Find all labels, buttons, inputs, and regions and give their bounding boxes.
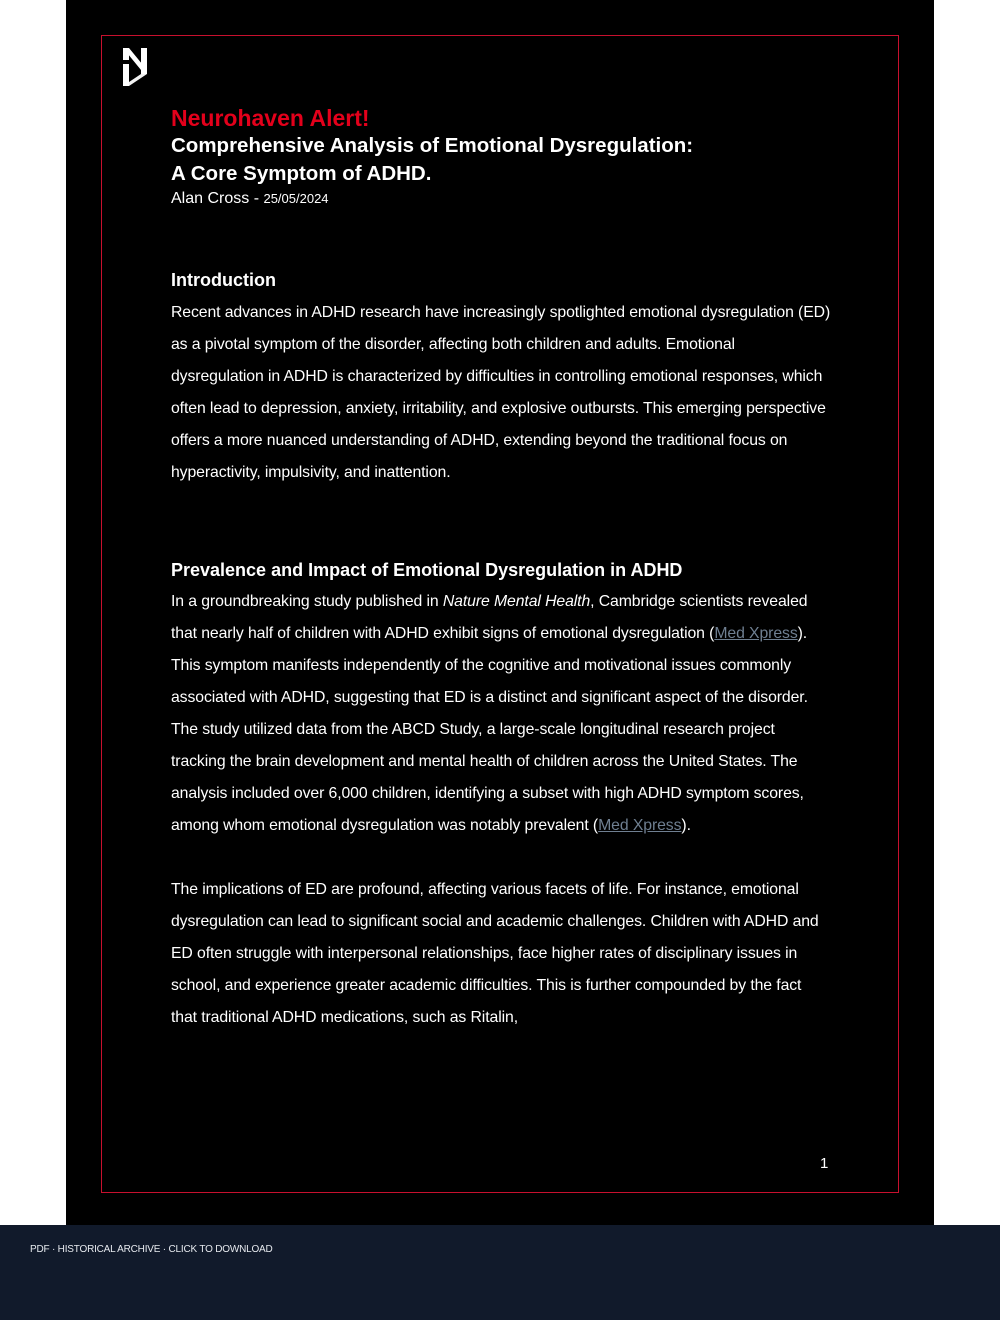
author: Alan Cross -: [171, 190, 264, 207]
footer-bar: [0, 1225, 1000, 1320]
byline: [171, 188, 831, 210]
journal-name: Nature Mental Health: [442, 593, 591, 610]
prevalence-heading: Prevalence and Impact of Emotional Dysregulation in ADHD: [171, 560, 683, 580]
article-title-line-1: Comprehensive Analysis of Emotional Dysregulation:: [171, 134, 694, 157]
prevalence-paragraph-1: [171, 586, 831, 842]
article-title-line-2: A Core Symptom of ADHD.: [171, 162, 432, 185]
med-xpress-link[interactable]: Med Xpress: [598, 817, 682, 834]
neurohaven-logo-icon: [120, 44, 150, 90]
publish-date: 25/05/2024: [263, 191, 329, 206]
prevalence-paragraph-2: The implications of ED are profound, affecting various facets of life. For instance, emotional dysregulation can lead to significant social and academic challenges. Children with ADHD and ED often struggle with interpersonal relationships, face higher rates of disciplinary issues in school, and experience greater academic difficulties. This is further compounded by the fact that traditional ADHD medications, such as Ritalin,: [171, 881, 819, 1026]
med-xpress-link[interactable]: Med Xpress: [714, 625, 798, 642]
article-content: [171, 104, 831, 1034]
download-link[interactable]: PDF · HISTORICAL ARCHIVE · CLICK TO DOWNLOAD: [30, 1244, 273, 1255]
page-number: 1: [820, 1155, 829, 1172]
alert-title: Neurohaven Alert!: [171, 105, 370, 131]
paragraph-text: ). This symptom manifests independently of the cognitive and motivational issues commonly associated with ADHD, suggesting that ED is a distinct and significant aspect of the disorder. The study utilized data from the ABCD Study, a large-scale longitudinal research project tracking the brain development and mental health of children across the United States. The analysis included over 6,000 children, identifying a subset with high ADHD symptom scores, among whom emotional dysregulation was notably prevalent (: [171, 625, 808, 834]
document-page: [66, 0, 934, 1225]
article-title: [171, 132, 831, 188]
paragraph-text: , Cambridge scientists revealed that nearly half of children with ADHD exhibit signs of emotional dysregulation (: [171, 593, 808, 642]
introduction-heading: Introduction: [171, 270, 276, 290]
paragraph-text: ).: [681, 817, 691, 834]
introduction-paragraph: Recent advances in ADHD research have increasingly spotlighted emotional dysregulation (ED) as a pivotal symptom of the disorder, affecting both children and adults. Emotional dysregulation in ADHD is characterized by difficulties in controlling emotional responses, which often lead to depression, anxiety, irritability, and explosive outbursts. This emerging perspective offers a more nuanced understanding of ADHD, extending beyond the traditional focus on hyperactivity, impulsivity, and inattention.: [171, 304, 831, 481]
paragraph-text: In a groundbreaking study published in: [171, 593, 443, 610]
